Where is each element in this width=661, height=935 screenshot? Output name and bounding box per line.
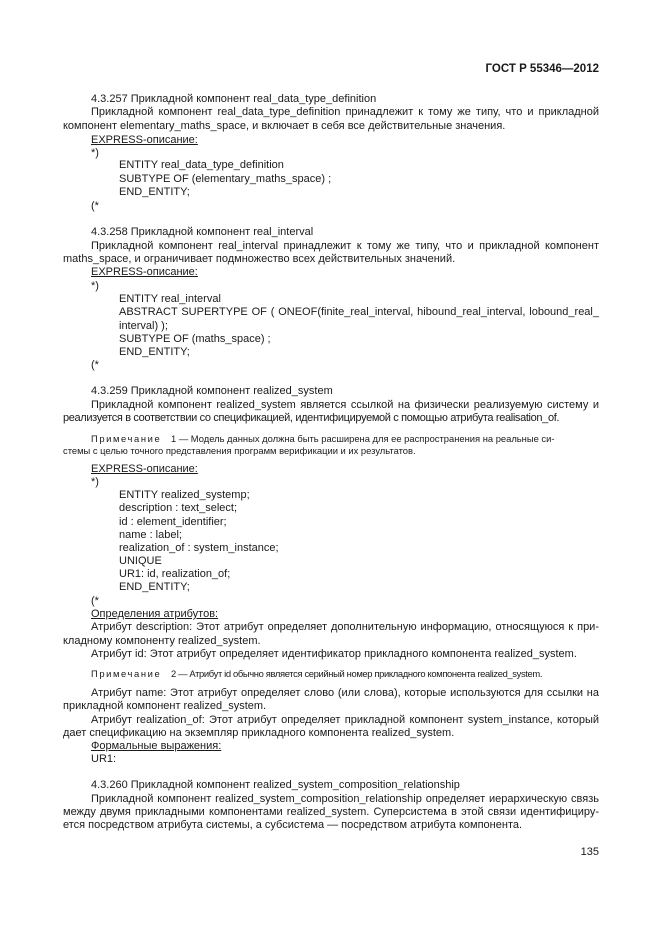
document-standard-id: ГОСТ Р 55346—2012	[485, 63, 599, 75]
code-line: UNIQUE	[119, 555, 162, 567]
attribute-definitions-label: Определения атрибутов:	[91, 608, 219, 620]
note-text: 2 — Атрибут id обычно является серийный номер прикладного компонента realized_system.	[171, 668, 543, 679]
paragraph-line: Атрибут realization_of: Этот атрибут определяет прикладной компонент system_instance, который	[91, 714, 599, 726]
code-line: *)	[91, 476, 99, 488]
code-line: UR1: id, realization_of;	[119, 568, 231, 580]
paragraph-line: Прикладной компонент realized_system_composition_relationship определяет иерархическую связь	[91, 793, 599, 805]
section-heading-4-3-260: 4.3.260 Прикладной компонент realized_system_composition_relationship	[91, 779, 460, 791]
section-heading-4-3-259: 4.3.259 Прикладной компонент realized_system	[91, 385, 333, 397]
paragraph-line: кладному компоненту realized_system.	[63, 635, 261, 647]
code-line: (*	[91, 359, 99, 371]
section-heading-4-3-258: 4.3.258 Прикладной компонент real_interval	[91, 226, 314, 238]
section-heading-4-3-257: 4.3.257 Прикладной компонент real_data_type_definition	[91, 93, 377, 105]
code-line: ENTITY realized_systemр;	[119, 489, 250, 501]
code-line: ABSTRACT SUPERTYPE OF ( ONEOF(finite_real_interval, hibound_real_interval, lobound_real_	[119, 306, 599, 318]
code-line: UR1:	[91, 753, 117, 765]
formal-expressions-label: Формальные выражения:	[91, 740, 222, 752]
code-line: name : label;	[119, 529, 182, 541]
paragraph-line: Атрибут description: Этот атрибут определяет дополнительную информацию, относящуюся к при-	[91, 621, 599, 633]
note-label: Примечание	[91, 668, 162, 679]
code-line: realization_of : system_instance;	[119, 542, 279, 554]
code-line: END_ENTITY;	[119, 581, 190, 593]
code-line: description : text_select;	[119, 502, 238, 514]
page-number: 135	[580, 846, 599, 858]
paragraph-line: Прикладной компонент real_data_type_definition принадлежит к тому же типу, что и прикладной	[91, 106, 599, 118]
code-line: *)	[91, 280, 99, 292]
code-line: interval) );	[119, 320, 168, 332]
paragraph-line: Атрибут name: Этот атрибут определяет слово (или слова), которые используются для ссылки на	[91, 687, 599, 699]
note-text: 1 — Модель данных должна быть расширена для ее распространения на реальные си-	[171, 433, 555, 444]
code-line: ENTITY real_interval	[119, 293, 221, 305]
express-description-label: EXPRESS-описание:	[91, 134, 198, 146]
code-line: id : element_identifier;	[119, 516, 227, 528]
code-line: END_ENTITY;	[119, 186, 190, 198]
paragraph-line: дает спецификацию на экземпляр прикладного компонента realized_system.	[63, 727, 455, 739]
paragraph-line: реализуется в соответствии со спецификацией, идентифицируемой с помощью атрибута realisation_of.	[63, 412, 560, 424]
paragraph-line: Прикладной компонент realized_system является ссылкой на физически реализуемую систему и	[91, 399, 599, 411]
note-text: стемы с целью точного представления программ верификации и их результатов.	[63, 445, 416, 456]
code-line: SUBTYPE OF (elementary_maths_space) ;	[119, 173, 332, 185]
note-label: Примечание	[91, 433, 162, 444]
paragraph-line: ется посредством атрибута системы, а субсистема — посредством атрибута компонента.	[63, 819, 523, 831]
code-line: ENTITY real_data_type_definition	[119, 159, 284, 171]
code-line: (*	[91, 200, 99, 212]
code-line: *)	[91, 147, 99, 159]
code-line: (*	[91, 595, 99, 607]
paragraph-line: Атрибут id: Этот атрибут определяет идентификатор прикладного компонента realized_system.	[91, 648, 577, 660]
paragraph-line: maths_space, и ограничивает подмножество всех действительных значений.	[63, 253, 456, 265]
paragraph-line: прикладной компонент realized_system.	[63, 700, 267, 712]
express-description-label: EXPRESS-описание:	[91, 266, 198, 278]
paragraph-line: Прикладной компонент real_interval принадлежит к тому же типу, что и прикладной компонент	[91, 240, 599, 252]
code-line: END_ENTITY;	[119, 346, 190, 358]
express-description-label: EXPRESS-описание:	[91, 463, 198, 475]
code-line: SUBTYPE OF (maths_space) ;	[119, 333, 271, 345]
paragraph-line: компонент elementary_maths_space, и включает в себя все действительные значения.	[63, 120, 506, 132]
paragraph-line: между двумя прикладными компонентами realized_system. Суперсистема в этой связи идентифициру-	[63, 806, 599, 818]
